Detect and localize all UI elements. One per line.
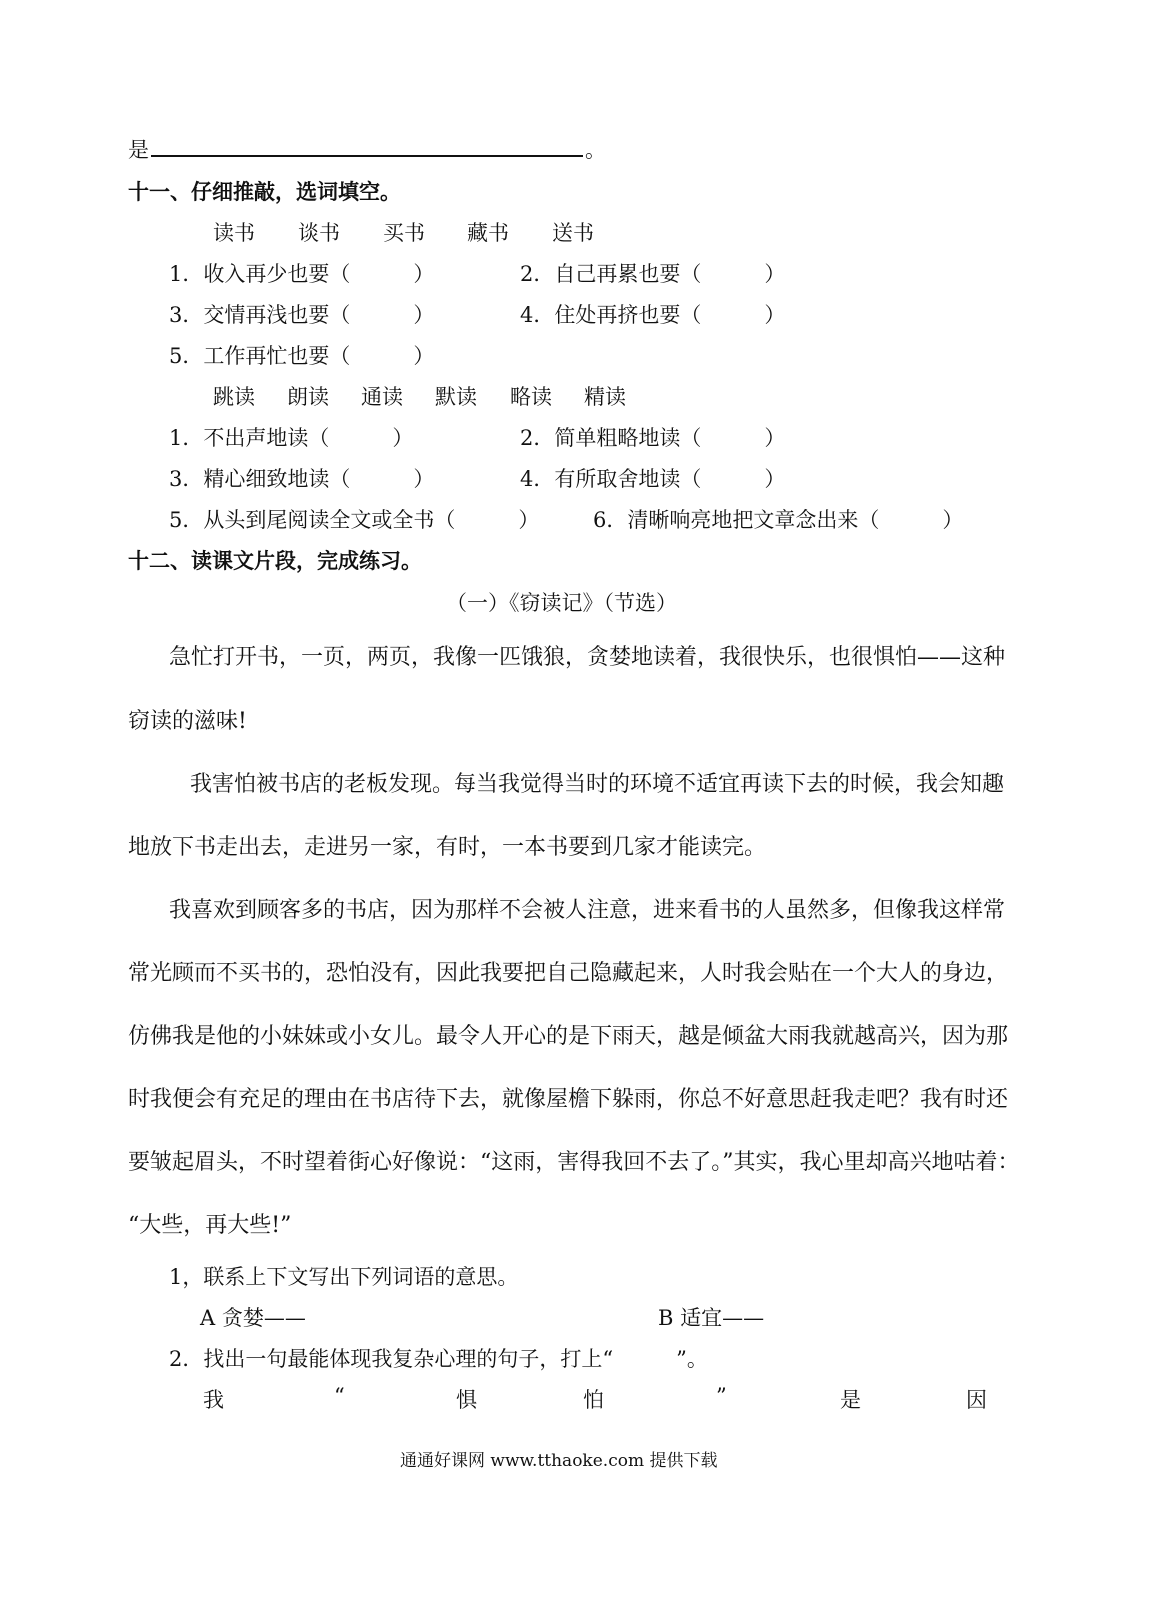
passage-line: 要皱起眉头，不时望着街心好像说：“这雨，害得我回不去了。”其实，我心里却高兴地咕着： xyxy=(128,1150,1020,1175)
question-2-prompt: 2．找出一句最能体现我复杂心理的句子，打上“ ”。 xyxy=(169,1347,708,1371)
answer-prefix: 是 xyxy=(128,138,149,162)
passage-line: “大些，再大些!” xyxy=(128,1213,292,1238)
fill-item[interactable]: 3．精心细致地读（ ） xyxy=(169,467,435,491)
fill-item[interactable]: 4．住处再挤也要（ ） xyxy=(520,303,786,327)
fill-item[interactable]: 5．从头到尾阅读全文或全书（ ） xyxy=(169,508,540,532)
word-choice-8: 通读 xyxy=(361,385,403,409)
fill-item[interactable]: 3．交情再浅也要（ ） xyxy=(169,303,435,327)
fill-item[interactable]: 2．简单粗略地读（ ） xyxy=(520,426,786,450)
question-1-prompt: 1，联系上下文写出下列词语的意思。 xyxy=(169,1265,519,1289)
passage-line: 时我便会有充足的理由在书店待下去，就像屋檐下躲雨，你总不好意思赶我走吧？我有时还 xyxy=(128,1087,1009,1112)
answer-char: ” xyxy=(716,1384,727,1408)
passage-line: 窃读的滋味! xyxy=(128,709,247,734)
answer-char: “ xyxy=(334,1384,345,1408)
passage-line: 仿佛我是他的小妹妹或小女儿。最令人开心的是下雨天，越是倾盆大雨我就越高兴，因为那 xyxy=(128,1024,1009,1049)
fill-item[interactable]: 6．清晰响亮地把文章念出来（ ） xyxy=(593,508,964,532)
word-choice-2: 谈书 xyxy=(298,221,340,245)
answer-char: 是 xyxy=(840,1388,861,1412)
passage-line: 我害怕被书店的老板发现。每当我觉得当时的环境不适宜再读下去的时候，我会知趣 xyxy=(190,772,1005,797)
question-1-b[interactable]: B 适宜—— xyxy=(658,1306,765,1330)
passage-line: 我喜欢到顾客多的书店，因为那样不会被人注意，进来看书的人虽然多，但像我这样常 xyxy=(169,898,1006,923)
fill-item[interactable]: 5．工作再忙也要（ ） xyxy=(169,344,435,368)
section-11-heading: 十一、仔细推敲，选词填空。 xyxy=(128,179,401,204)
fill-item[interactable]: 4．有所取舍地读（ ） xyxy=(520,467,786,491)
passage-line: 急忙打开书，一页，两页，我像一匹饿狼，贪婪地读着，我很快乐，也很惧怕——这种 xyxy=(169,645,1006,670)
answer-char: 我 xyxy=(203,1388,224,1412)
answer-char: 惧 xyxy=(456,1388,477,1412)
word-choice-7: 朗读 xyxy=(287,385,329,409)
word-choice-10: 略读 xyxy=(510,385,552,409)
word-choice-1: 读书 xyxy=(213,221,255,245)
fill-item[interactable]: 1．不出声地读（ ） xyxy=(169,426,414,450)
answer-char: 怕 xyxy=(583,1388,604,1412)
answer-blank[interactable] xyxy=(151,137,583,157)
word-choice-4: 藏书 xyxy=(467,221,509,245)
fill-item[interactable]: 2．自己再累也要（ ） xyxy=(520,262,786,286)
question-1-a[interactable]: A 贪婪—— xyxy=(200,1306,306,1330)
word-choice-11: 精读 xyxy=(584,385,626,409)
passage-title: （一）《窃读记》（节选） xyxy=(446,591,677,615)
word-choice-9: 默读 xyxy=(435,385,477,409)
word-choice-5: 送书 xyxy=(552,221,594,245)
passage-line: 地放下书走出去，走进另一家，有时，一本书要到几家才能读完。 xyxy=(128,835,767,860)
answer-suffix: 。 xyxy=(585,138,606,162)
answer-char: 因 xyxy=(966,1388,987,1412)
fill-item[interactable]: 1．收入再少也要（ ） xyxy=(169,262,435,286)
answer-line-row xyxy=(128,134,606,164)
page-footer: 通通好课网 www.tthaoke.com 提供下载 xyxy=(400,1451,718,1471)
section-12-heading: 十二、读课文片段，完成练习。 xyxy=(128,548,422,573)
passage-line: 常光顾而不买书的，恐怕没有，因此我要把自己隐藏起来，人时我会贴在一个大人的身边， xyxy=(128,961,1009,986)
word-choice-3: 买书 xyxy=(383,221,425,245)
word-choice-6: 跳读 xyxy=(213,385,255,409)
